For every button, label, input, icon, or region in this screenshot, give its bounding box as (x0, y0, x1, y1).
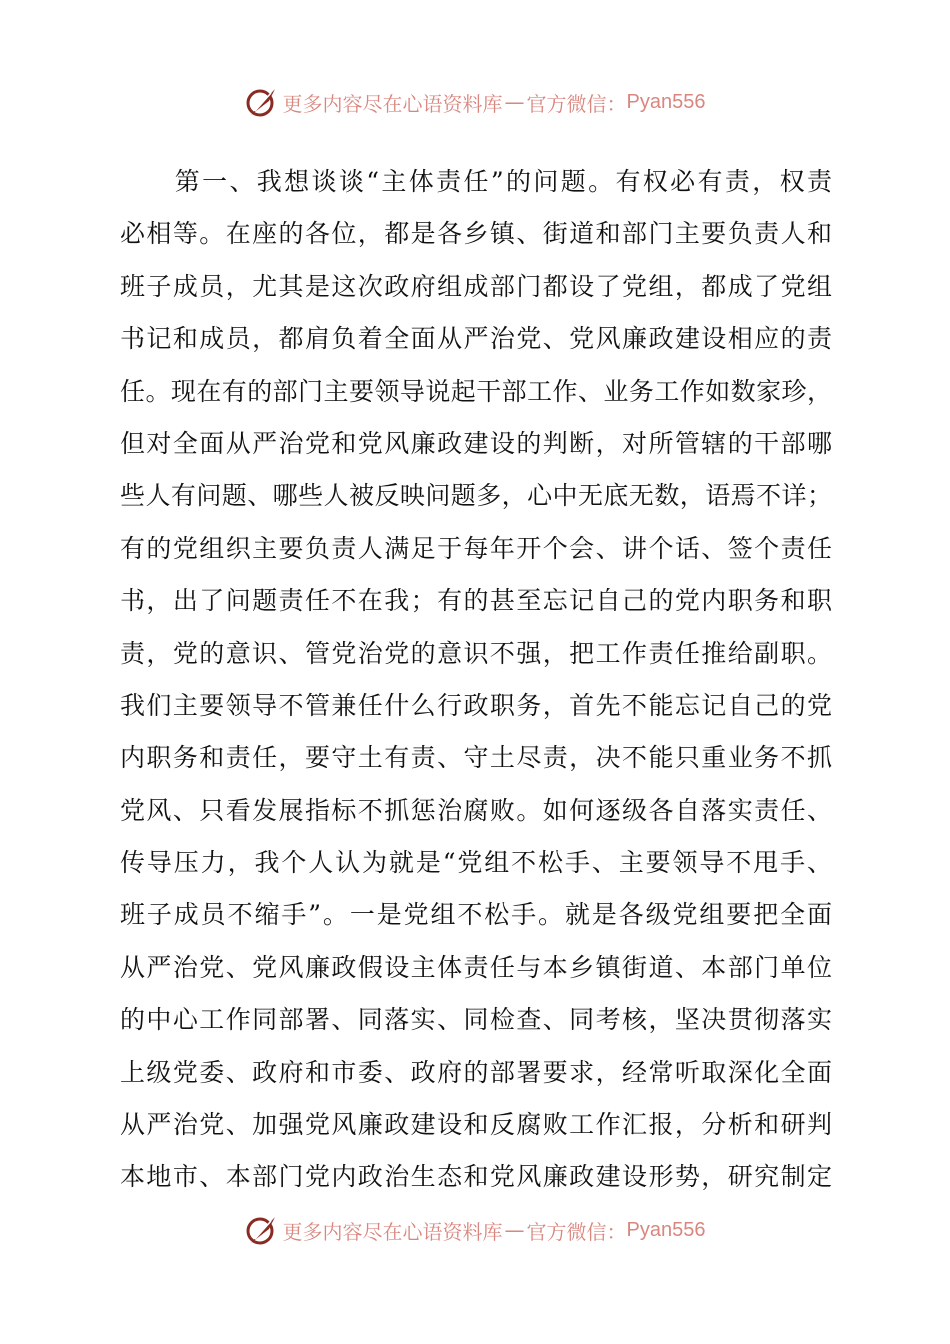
paragraph-line: 从严治党、党风廉政假设主体责任与本乡镇街道、本部门单位 (120, 952, 832, 982)
paragraph-line: 必相等。在座的各位，都是各乡镇、街道和部门主要负责人和 (120, 219, 832, 249)
paragraph-line: 书，出了问题责任不在我；有的甚至忘记自己的党内职务和职 (120, 586, 832, 616)
watermark-brand: 更多内容尽在心语资料库 (282, 91, 503, 116)
watermark-wechat-id: Pyan556 (626, 1218, 706, 1241)
paragraph-line: 班子成员不缩手”。一是党组不松手。就是各级党组要把全面 (120, 900, 832, 930)
quill-logo-icon (245, 85, 279, 119)
paragraph-line: 书记和成员，都肩负着全面从严治党、党风廉政建设相应的责 (120, 324, 832, 354)
footer-watermark (0, 1210, 950, 1250)
paragraph-line: 内职务和责任，要守土有责、守土尽责，决不能只重业务不抓 (120, 743, 832, 773)
watermark-wechat-label: 官方微信： (526, 1219, 627, 1244)
paragraph-line: 党风、只看发展指标不抓惩治腐败。如何逐级各自落实责任、 (120, 795, 832, 825)
paragraph-line: 班子成员，尤其是这次政府组成部门都设了党组，都成了党组 (120, 271, 832, 301)
paragraph-line: 些人有问题、哪些人被反映问题多，心中无底无数，语焉不详； (120, 481, 832, 511)
paragraph-line: 有的党组织主要负责人满足于每年开个会、讲个话、签个责任 (120, 533, 832, 563)
watermark-wechat-id: Pyan556 (626, 90, 706, 113)
paragraph-line: 但对全面从严治党和党风廉政建设的判断，对所管辖的干部哪 (120, 428, 832, 458)
watermark-separator: — (504, 1218, 525, 1242)
watermark-separator: — (504, 90, 525, 114)
document-paragraph (120, 156, 832, 1204)
paragraph-line: 第一、我想谈谈“主体责任”的问题。有权必有责，权责 (120, 167, 832, 196)
paragraph-line: 我们主要领导不管兼任什么行政职务，首先不能忘记自己的党 (120, 690, 832, 720)
watermark-brand: 更多内容尽在心语资料库 (282, 1219, 503, 1244)
paragraph-line: 从严治党、加强党风廉政建设和反腐败工作汇报，分析和研判 (120, 1110, 832, 1140)
paragraph-line: 本地市、本部门党内政治生态和党风廉政建设形势，研究制定 (120, 1162, 832, 1192)
paragraph-line: 上级党委、政府和市委、政府的部署要求，经常听取深化全面 (120, 1057, 832, 1087)
paragraph-line: 传导压力，我个人认为就是“党组不松手、主要领导不甩手、 (120, 848, 832, 878)
paragraph-line: 的中心工作同部署、同落实、同检查、同考核，坚决贯彻落实 (120, 1005, 832, 1035)
header-watermark (0, 82, 950, 122)
quill-logo-icon (245, 1213, 279, 1247)
paragraph-line: 任。现在有的部门主要领导说起干部工作、业务工作如数家珍， (120, 376, 832, 406)
paragraph-line: 责，党的意识、管党治党的意识不强，把工作责任推给副职。 (120, 638, 832, 668)
watermark-wechat-label: 官方微信： (526, 91, 627, 116)
